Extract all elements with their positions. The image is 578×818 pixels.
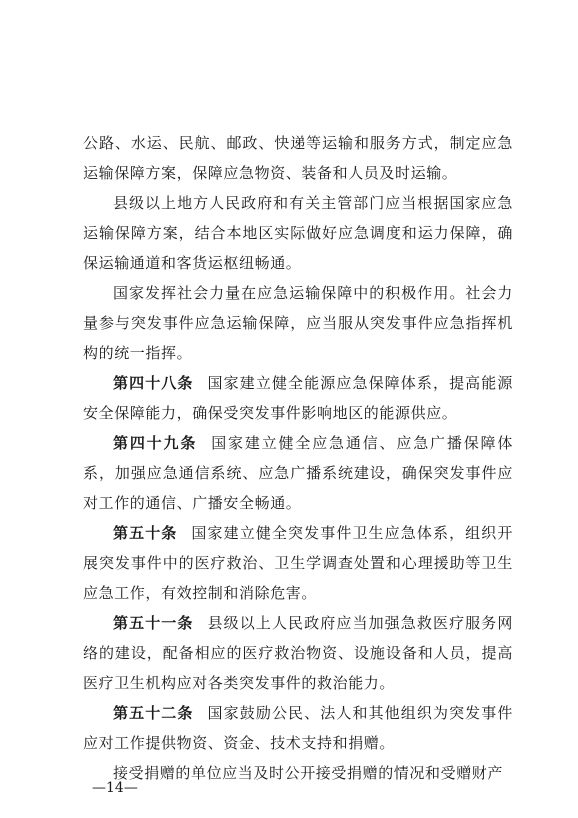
article-51-text: 县级以上人民政府应当加强急救医疗服务网络的建设，配备相应的医疗救治物资、设施设备和人员，提高医疗卫生机构应对各类突发事件的救治能力。 — [83, 614, 513, 692]
article-48-text: 国家建立健全能源应急保障体系，提高能源安全保障能力，确保受突发事件影响地区的能源供应。 — [83, 374, 513, 422]
article-52 — [83, 698, 513, 758]
paragraph-last-text: 接受捐赠的单位应当及时公开接受捐赠的情况和受赠财产 — [113, 764, 504, 782]
paragraph-3-text: 国家发挥社会力量在应急运输保障中的积极作用。社会力量参与突发事件应急运输保障，应当服从突发事件应急指挥机构的统一指挥。 — [83, 284, 513, 362]
paragraph-2-text: 县级以上地方人民政府和有关主管部门应当根据国家应急运输保障方案，结合本地区实际做好应急调度和运力保障，确保运输通道和客货运枢纽畅通。 — [83, 194, 513, 272]
document-body — [83, 128, 513, 788]
article-49-number: 第四十九条 — [113, 434, 198, 452]
paragraph-3 — [83, 278, 513, 368]
article-48-number: 第四十八条 — [113, 374, 194, 392]
article-51-number: 第五十一条 — [113, 614, 194, 632]
article-50-number: 第五十条 — [113, 524, 178, 542]
page-number: —14— — [92, 780, 138, 796]
article-52-number: 第五十二条 — [113, 704, 194, 722]
article-49-text: 国家建立健全应急通信、应急广播保障体系，加强应急通信系统、应急广播系统建设，确保突发事件应对工作的通信、广播安全畅通。 — [83, 434, 513, 512]
article-50 — [83, 518, 513, 608]
paragraph-2 — [83, 188, 513, 278]
article-50-text: 国家建立健全突发事件卫生应急体系，组织开展突发事件中的医疗救治、卫生学调查处置和心理援助等卫生应急工作，有效控制和消除危害。 — [83, 524, 513, 602]
paragraph-1-text: 公路、水运、民航、邮政、快递等运输和服务方式，制定应急运输保障方案，保障应急物资、装备和人员及时运输。 — [83, 134, 513, 182]
paragraph-1 — [83, 128, 513, 188]
article-48 — [83, 368, 513, 428]
article-51 — [83, 608, 513, 698]
article-52-text: 国家鼓励公民、法人和其他组织为突发事件应对工作提供物资、资金、技术支持和捐赠。 — [83, 704, 513, 752]
article-49 — [83, 428, 513, 518]
paragraph-last — [83, 758, 513, 788]
